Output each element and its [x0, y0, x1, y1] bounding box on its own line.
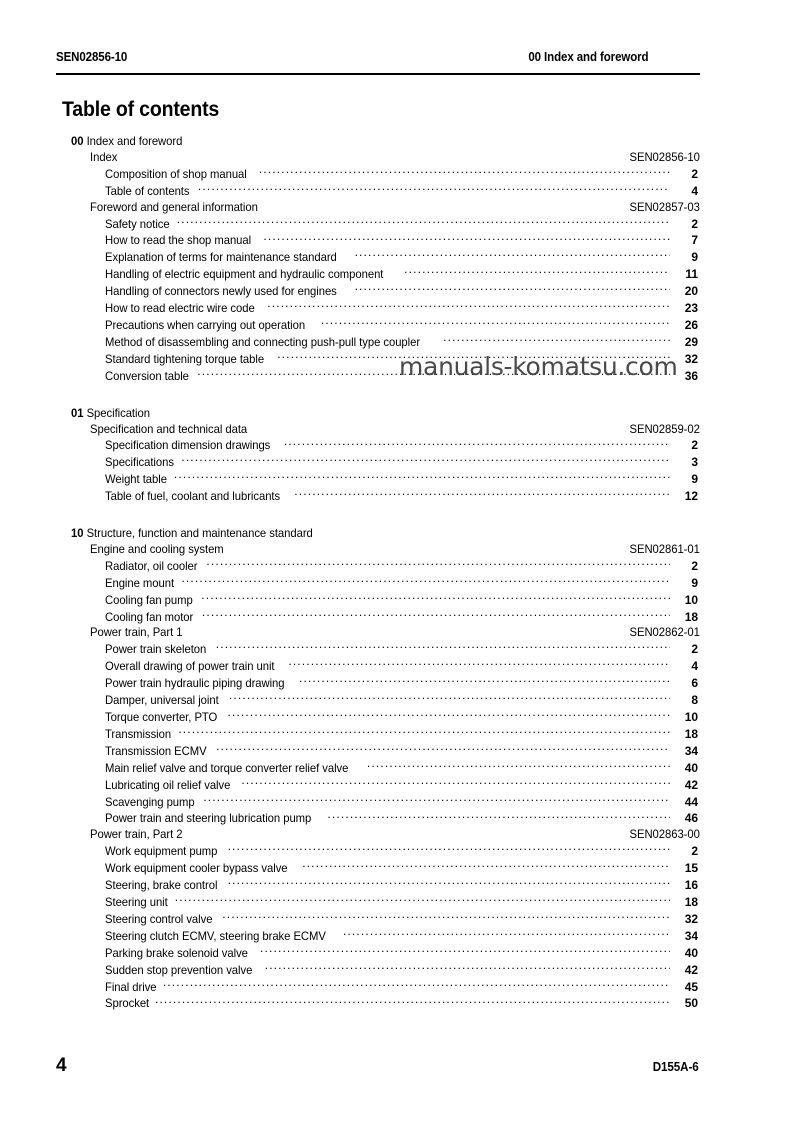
toc-entry-page-number: 40 [684, 945, 698, 960]
toc-entry-dot-leader [355, 249, 670, 261]
page-title: Table of contents [62, 98, 220, 121]
toc-entry-label: Weight table [105, 472, 167, 487]
toc-entry-label: Table of fuel, coolant and lubricants [105, 489, 281, 504]
toc-entry-dot-leader [177, 216, 670, 228]
toc-entry-dot-leader [222, 911, 670, 923]
toc-entry-label: Explanation of terms for maintenance standard [105, 250, 337, 265]
toc-entry-row[interactable] [56, 232, 700, 249]
toc-entry-label: Lubricating oil relief valve [105, 777, 231, 792]
toc-entry-row[interactable] [56, 979, 700, 996]
toc-section-heading [56, 134, 661, 150]
toc-entry-page-number: 9 [691, 575, 698, 590]
toc-entry-row[interactable] [56, 166, 700, 183]
toc-entry-page-number: 4 [691, 183, 698, 198]
toc-subsection-label: Engine and cooling system [90, 541, 224, 556]
toc-subsection-row[interactable] [56, 625, 700, 641]
toc-entry-row[interactable] [56, 962, 700, 979]
toc-entry-row[interactable] [56, 995, 700, 1012]
toc-entry-dot-leader [299, 675, 670, 687]
toc-entry-dot-leader [201, 592, 670, 604]
toc-entry-dot-leader [241, 777, 670, 789]
toc-entry-dot-leader [216, 641, 670, 653]
toc-entry-dot-leader [198, 183, 670, 195]
toc-entry-dot-leader [228, 877, 670, 889]
toc-section-number: 01 [71, 405, 84, 420]
toc-entry-row[interactable] [56, 183, 700, 200]
toc-entry-row[interactable] [56, 609, 700, 626]
toc-subsection-row[interactable] [56, 200, 700, 216]
toc-entry-row[interactable] [56, 692, 700, 709]
toc-entry-row[interactable] [56, 558, 700, 575]
header-divider [56, 73, 700, 75]
toc-subsection-row[interactable] [56, 827, 700, 843]
toc-entry-row[interactable] [56, 300, 700, 317]
watermark-text: manuals-komatsu.com [399, 352, 678, 381]
toc-entry-row[interactable] [56, 592, 700, 609]
toc-entry-dot-leader [355, 283, 670, 295]
toc-entry-row[interactable] [56, 437, 700, 454]
toc-subsection-document-code: SEN02857-03 [629, 199, 700, 214]
footer-page-number: 4 [56, 1055, 67, 1076]
toc-entry-label: Transmission [105, 726, 172, 741]
toc-entry-row[interactable] [56, 488, 700, 505]
toc-entry-row[interactable] [56, 283, 700, 300]
toc-entry-page-number: 44 [684, 794, 698, 809]
toc-entry-label: Work equipment pump [105, 844, 218, 859]
toc-entry-dot-leader [284, 437, 670, 449]
toc-entry-page-number: 2 [691, 558, 698, 573]
toc-entry-row[interactable] [56, 675, 700, 692]
toc-entry-row[interactable] [56, 471, 700, 488]
toc-entry-page-number: 23 [684, 301, 698, 316]
toc-entry-label: Cooling fan motor [105, 609, 194, 624]
toc-entry-page-number: 11 [685, 267, 698, 282]
toc-section-heading [56, 526, 661, 542]
toc-entry-dot-leader [404, 266, 670, 278]
toc-entry-page-number: 2 [691, 166, 698, 181]
toc-entry-dot-leader [327, 810, 670, 822]
toc-entry-page-number: 42 [684, 962, 698, 977]
toc-entry-page-number: 10 [684, 592, 698, 607]
toc-entry-label: Torque converter, PTO [105, 710, 218, 724]
toc-section-number: 10 [71, 526, 84, 541]
table-of-contents [56, 134, 700, 1012]
page-footer [56, 1055, 700, 1077]
toc-entry-label: Scavenging pump [105, 794, 195, 809]
toc-entry-row[interactable] [56, 743, 700, 760]
toc-entry-row[interactable] [56, 945, 700, 962]
toc-entry-row[interactable] [56, 928, 700, 945]
toc-subsection-document-code: SEN02859-02 [629, 421, 700, 436]
toc-entry-page-number: 45 [684, 979, 698, 994]
toc-entry-label: Standard tightening torque table [105, 351, 265, 366]
toc-entry-dot-leader [155, 995, 670, 1007]
toc-entry-page-number: 42 [684, 777, 698, 792]
toc-entry-page-number: 46 [684, 811, 698, 826]
toc-subsection-row[interactable] [56, 422, 700, 438]
toc-group [56, 134, 700, 385]
toc-entry-label: How to read the shop manual [105, 233, 252, 248]
toc-entry-label: Steering unit [105, 894, 168, 909]
toc-entry-label: Overall drawing of power train unit [105, 659, 275, 674]
toc-entry-page-number: 40 [684, 760, 698, 775]
toc-entry-dot-leader [203, 794, 670, 806]
toc-entry-label: Parking brake solenoid valve [105, 945, 248, 960]
toc-entry-row[interactable] [56, 860, 700, 877]
toc-entry-row[interactable] [56, 810, 700, 827]
toc-entry-dot-leader [260, 945, 670, 957]
toc-entry-label: Specification dimension drawings [105, 438, 271, 453]
toc-entry-dot-leader [216, 743, 670, 755]
toc-entry-page-number: 3 [691, 455, 698, 470]
toc-entry-page-number: 16 [684, 878, 698, 893]
toc-entry-row[interactable] [56, 777, 700, 794]
toc-entry-row[interactable] [56, 216, 700, 233]
toc-entry-row[interactable] [56, 317, 700, 334]
toc-entry-dot-leader [263, 232, 670, 244]
toc-entry-row[interactable] [56, 877, 700, 894]
toc-entry-label: Transmission ECMV [105, 743, 207, 758]
toc-entry-page-number: 2 [691, 438, 698, 453]
toc-entry-page-number: 15 [684, 861, 698, 876]
toc-entry-dot-leader [302, 860, 670, 872]
toc-entry-label: Conversion table [105, 368, 189, 383]
toc-section-heading [56, 406, 661, 422]
toc-entry-label: Power train hydraulic piping drawing [105, 676, 285, 691]
toc-entry-dot-leader [174, 471, 670, 483]
toc-entry-page-number: 29 [684, 334, 698, 349]
toc-entry-label: Handling of electric equipment and hydraulic component [105, 267, 384, 282]
toc-entry-label: Composition of shop manual [105, 166, 247, 181]
toc-entry-dot-leader [367, 760, 670, 772]
toc-entry-label: Sprocket [105, 996, 150, 1011]
toc-entry-label: Final drive [105, 979, 157, 994]
toc-entry-label: Table of contents [105, 183, 190, 198]
toc-entry-dot-leader [228, 843, 670, 855]
toc-entry-row[interactable] [56, 658, 700, 675]
toc-entry-label: Main relief valve and torque converter relief valve [105, 760, 349, 775]
toc-entry-label: Precautions when carrying out operation [105, 317, 306, 332]
toc-entry-page-number: 32 [684, 351, 698, 366]
toc-entry-page-number: 36 [684, 368, 698, 383]
toc-entry-page-number: 50 [684, 996, 698, 1011]
toc-entry-row[interactable] [56, 575, 700, 592]
toc-entry-dot-leader [229, 692, 670, 704]
toc-entry-row[interactable] [56, 249, 700, 266]
toc-entry-row[interactable] [56, 454, 700, 471]
toc-entry-label: Work equipment cooler bypass valve [105, 861, 288, 876]
toc-entry-dot-leader [163, 979, 670, 991]
toc-subsection-document-code: SEN02856-10 [629, 149, 700, 164]
toc-subsection-document-code: SEN02862-01 [629, 625, 700, 640]
toc-subsection-row[interactable] [56, 150, 700, 166]
toc-entry-row[interactable] [56, 794, 700, 811]
toc-entry-row[interactable] [56, 641, 700, 658]
toc-entry-dot-leader [227, 709, 670, 721]
toc-section-number: 00 [71, 134, 84, 148]
toc-entry-dot-leader [265, 962, 670, 974]
toc-subsection-row[interactable] [56, 542, 700, 558]
toc-entry-row[interactable] [56, 843, 700, 860]
toc-entry-label: Damper, universal joint [105, 693, 219, 708]
toc-entry-page-number: 26 [684, 317, 698, 332]
toc-entry-row[interactable] [56, 334, 700, 351]
toc-subsection-document-code: SEN02863-00 [629, 827, 700, 842]
header-document-code: SEN02856-10 [56, 50, 128, 64]
toc-entry-dot-leader [267, 300, 670, 312]
toc-entry-label: Steering clutch ECMV, steering brake ECMV [105, 928, 326, 943]
toc-subsection-label: Power train, Part 2 [90, 827, 183, 842]
toc-entry-page-number: 2 [691, 642, 698, 657]
toc-entry-page-number: 34 [684, 928, 698, 943]
toc-entry-dot-leader [181, 454, 670, 466]
toc-entry-page-number: 9 [691, 472, 698, 487]
toc-entry-dot-leader [206, 558, 670, 570]
toc-subsection-label: Index [90, 149, 118, 164]
toc-entry-row[interactable] [56, 709, 700, 726]
page-header [56, 50, 648, 64]
toc-entry-page-number: 8 [691, 693, 698, 708]
toc-entry-row[interactable] [56, 911, 700, 928]
toc-entry-dot-leader [181, 575, 670, 587]
toc-entry-page-number: 7 [691, 233, 698, 248]
toc-entry-label: Specifications [105, 455, 174, 470]
toc-entry-page-number: 9 [691, 250, 698, 265]
toc-section-title: Specification [83, 405, 150, 420]
toc-entry-page-number: 20 [684, 284, 698, 299]
toc-entry-dot-leader [343, 928, 670, 940]
toc-entry-row[interactable] [56, 760, 700, 777]
toc-entry-dot-leader [443, 334, 670, 346]
toc-entry-dot-leader [175, 894, 670, 906]
toc-entry-dot-leader [259, 166, 670, 178]
toc-entry-dot-leader [294, 488, 670, 500]
toc-subsection-document-code: SEN02861-01 [629, 541, 700, 556]
toc-entry-dot-leader [178, 726, 670, 738]
toc-entry-row[interactable] [56, 726, 700, 743]
toc-group [56, 526, 700, 1012]
toc-entry-dot-leader [202, 609, 670, 621]
toc-entry-label: Radiator, oil cooler [105, 558, 198, 573]
toc-entry-label: Method of disassembling and connecting push-pull type coupler [105, 334, 421, 349]
toc-entry-row[interactable] [56, 266, 700, 283]
toc-entry-label: Power train and steering lubrication pump [105, 811, 312, 826]
toc-entry-dot-leader [288, 658, 670, 670]
toc-subsection-label: Power train, Part 1 [90, 625, 183, 640]
toc-subsection-label: Specification and technical data [90, 421, 248, 436]
toc-entry-dot-leader [321, 317, 670, 329]
toc-entry-page-number: 32 [684, 911, 698, 926]
toc-entry-page-number: 18 [684, 609, 698, 624]
toc-entry-label: How to read electric wire code [105, 301, 255, 316]
toc-entry-label: Power train skeleton [105, 642, 207, 657]
toc-entry-page-number: 4 [691, 659, 698, 674]
toc-entry-page-number: 2 [691, 216, 698, 231]
toc-group [56, 406, 700, 505]
toc-entry-page-number: 18 [684, 894, 698, 909]
toc-entry-label: Steering control valve [105, 911, 213, 926]
footer-model-name: D155A-6 [652, 1060, 699, 1074]
toc-entry-label: Cooling fan pump [105, 592, 193, 607]
header-section-title: 00 Index and foreword [528, 50, 649, 64]
toc-entry-row[interactable] [56, 894, 700, 911]
toc-entry-label: Handling of connectors newly used for engines [105, 284, 337, 299]
toc-entry-label: Safety notice [105, 216, 170, 231]
toc-entry-page-number: 18 [684, 726, 698, 741]
toc-entry-label: Sudden stop prevention valve [105, 962, 253, 977]
toc-section-title: Index and foreword [83, 134, 183, 148]
toc-entry-page-number: 12 [684, 489, 698, 504]
toc-entry-label: Steering, brake control [105, 878, 218, 893]
toc-entry-page-number: 2 [691, 844, 698, 859]
toc-subsection-label: Foreword and general information [90, 199, 258, 214]
toc-entry-page-number: 34 [684, 743, 698, 758]
toc-entry-page-number: 10 [684, 710, 698, 724]
toc-entry-label: Engine mount [105, 575, 175, 590]
toc-entry-page-number: 6 [691, 676, 698, 691]
toc-section-title: Structure, function and maintenance standard [83, 526, 313, 541]
